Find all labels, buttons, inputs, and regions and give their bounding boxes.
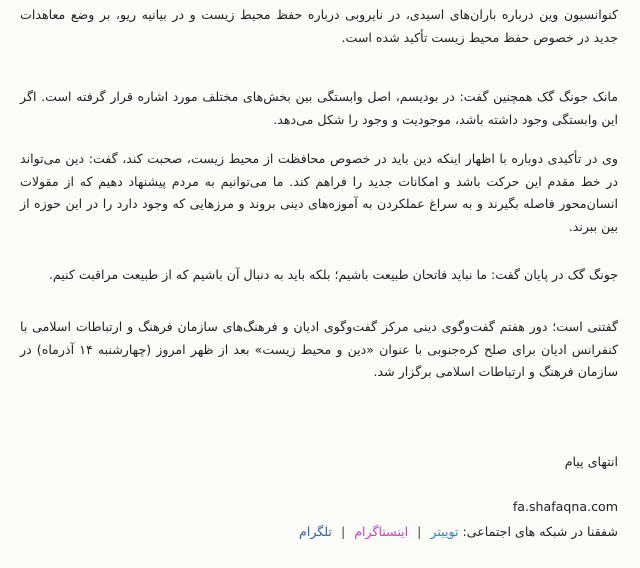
site-url[interactable]: fa.shafaqna.com	[512, 499, 618, 514]
paragraph-religion-environment: وی در تأکیدی دوباره با اظهار اینکه دین باید در خصوص محافظت از محیط زیست، صحبت کند، گفت: دین می‌تواند در خط مقدم این حرکت باشد و امکانات جدید را فراهم کند. ما می‌توانیم به مردم پیشنهاد دهیم که از مقولات انسان‌محور فاصله بگیرند و به سراغ عملکردن به آموزه‌های دینی بروند و مرزهایی که وجود دارد را در این حوزه از بین ببرند.	[20, 151, 618, 234]
social-links-row	[299, 522, 618, 542]
paragraph-closing-remark: جونگ گک در پایان گفت: ما نباید فاتحان طبیعت باشیم؛ بلکه باید به دنبال آن باشیم که از طبیعت مراقبت کنیم.	[48, 267, 618, 282]
paragraph-vienna-convention: کنوانسیون وین درباره باران‌های اسیدی، در نایروبی درباره حفظ محیط زیست و در بیانیه ریو، بر وضع معاهدات جدید در خصوص حفظ محیط زیست تأکید شده است.	[20, 7, 618, 45]
social-intro-label: شفقنا در شبکه های اجتماعی:	[462, 524, 618, 539]
paragraph-buddhism-interdependence: مانک جونگ گک همچنین گفت: در بودیسم، اصل وابستگی بین بخش‌های مختلف مورد اشاره قرار گرفته است. اگر این وابستگی وجود داشته باشد، موجودیت و وجود را شکل می‌دهد.	[20, 89, 618, 127]
telegram-link[interactable]: تلگرام	[299, 524, 332, 539]
separator: |	[417, 524, 422, 539]
twitter-link[interactable]: توییتر	[430, 524, 459, 539]
separator: |	[340, 524, 346, 539]
instagram-link[interactable]: اینستاگرام	[354, 524, 409, 539]
end-of-message-label: انتهای پیام	[564, 454, 618, 469]
paragraph-event-note: گفتنی است؛ دور هفتم گفت‌وگوی دینی مرکز گفت‌وگوی ادیان و فرهنگ‌های سازمان فرهنگ و ارتباطات اسلامی با کنفرانس ادیان برای صلح کره‌جنوبی با عنوان «دین و محیط زیست» بعد از ظهر امروز (چهارشنبه ۱۴ آذرماه) در سازمان فرهنگ و ارتباطات اسلامی برگزار شد.	[20, 319, 618, 380]
